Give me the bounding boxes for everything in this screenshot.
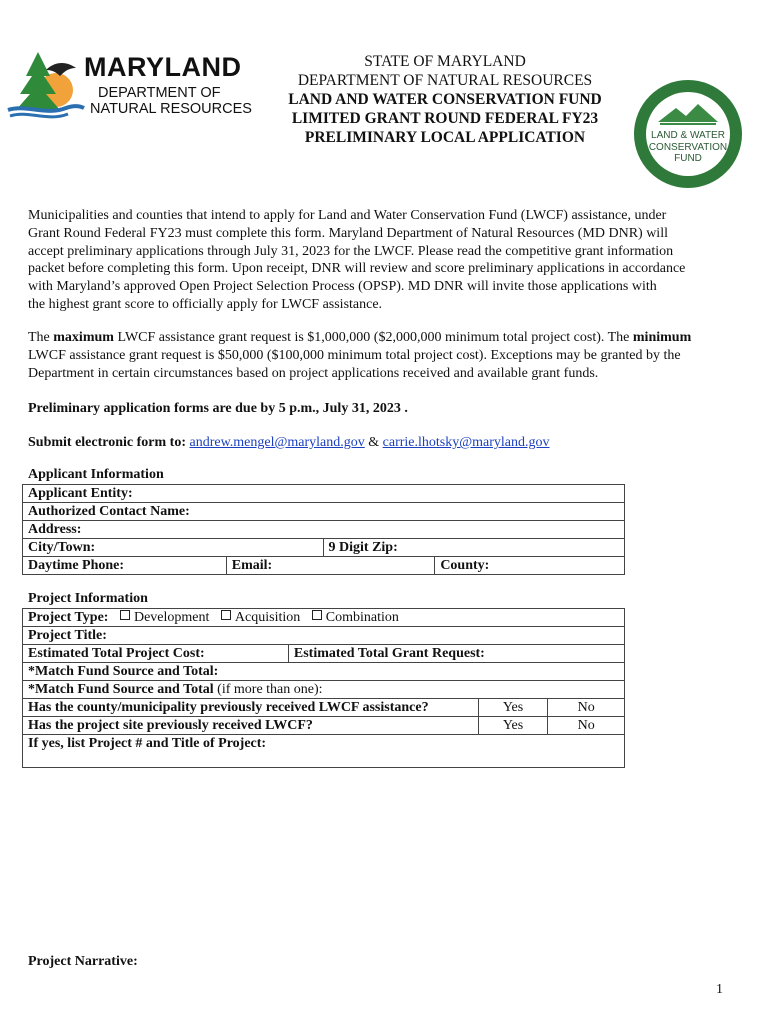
checkbox-acquisition[interactable] (221, 610, 231, 620)
field-match-fund[interactable]: *Match Fund Source and Total: (23, 663, 625, 681)
field-grant-request[interactable]: Estimated Total Grant Request: (288, 645, 624, 663)
intro-line: packet before completing this form. Upon receipt, DNR will review and score preliminary applications in accordance (28, 261, 686, 277)
answer-yes-q1[interactable]: Yes (478, 699, 548, 717)
limits-line: LWCF assistance grant request is $50,000 ($100,000 minimum total project cost). Exceptions may be granted by the (28, 347, 681, 363)
field-zip[interactable]: 9 Digit Zip: (323, 539, 624, 557)
maryland-dnr-logo (6, 46, 252, 120)
field-county[interactable]: County: (435, 557, 625, 575)
project-table (22, 608, 625, 768)
logo-line-department: DEPARTMENT OF (98, 85, 221, 101)
field-project-title[interactable]: Project Title: (23, 627, 625, 645)
field-project-type (23, 609, 625, 627)
field-prior-projects[interactable]: If yes, list Project # and Title of Project: (23, 735, 625, 768)
intro-line: Municipalities and counties that intend to apply for Land and Water Conservation Fund (LWCF) assistance, under (28, 208, 667, 223)
limits-text: LWCF assistance grant request is $1,000,000 ($2,000,000 minimum total project cost). The (113, 330, 633, 345)
question-site-received: Has the project site previously received LWCF? (23, 717, 479, 735)
title-line-application: PRELIMINARY LOCAL APPLICATION (304, 129, 586, 146)
field-city[interactable]: City/Town: (23, 539, 324, 557)
option-combination: Combination (325, 610, 399, 625)
project-type-label: Project Type: (28, 610, 109, 625)
title-line-round: LIMITED GRANT ROUND FEDERAL FY23 (291, 110, 599, 127)
intro-paragraph (28, 207, 728, 314)
field-phone[interactable]: Daytime Phone: (23, 557, 227, 575)
answer-yes-q2[interactable]: Yes (478, 717, 548, 735)
applicant-section-title: Applicant Information (28, 467, 164, 482)
title-line-state: STATE OF MARYLAND (364, 53, 526, 70)
limits-line: Department in certain circumstances based on project applications received and available grant funds. (28, 365, 599, 381)
limits-maximum: maximum (53, 330, 114, 345)
logo-emblem-icon (6, 46, 86, 120)
question-county-received: Has the county/municipality previously received LWCF assistance? (23, 699, 479, 717)
logo-line-natural-resources: NATURAL RESOURCES (90, 101, 252, 117)
project-narrative-label: Project Narrative: (28, 954, 138, 969)
match-multiple-note: (if more than one): (213, 682, 323, 697)
field-address[interactable]: Address: (23, 521, 625, 539)
document-title (270, 52, 620, 147)
deadline-text: Preliminary application forms are due by 5 p.m., July 31, 2023 . (28, 401, 408, 416)
email-link-mengel[interactable]: andrew.mengel@maryland.gov (189, 435, 365, 450)
checkbox-combination[interactable] (312, 610, 322, 620)
limits-text: The (28, 330, 54, 345)
limits-minimum: minimum (632, 330, 692, 345)
field-total-cost[interactable]: Estimated Total Project Cost: (23, 645, 289, 663)
submit-label: Submit electronic form to: (28, 435, 190, 450)
checkbox-development[interactable] (120, 610, 130, 620)
intro-line: accept preliminary applications through July 31, 2023 for the LWCF. Please read the competitive grant information (28, 243, 674, 259)
grant-limits-paragraph (28, 329, 728, 382)
email-link-lhotsky[interactable]: carrie.lhotsky@maryland.gov (382, 435, 550, 450)
answer-no-q1[interactable]: No (548, 699, 625, 717)
field-applicant-entity[interactable]: Applicant Entity: (23, 485, 625, 503)
project-section-title: Project Information (28, 591, 148, 606)
email-separator: & (364, 435, 383, 450)
intro-line: with Maryland’s approved Open Project Selection Process (OPSP). MD DNR will invite those applications with (28, 279, 657, 295)
page-number: 1 (716, 982, 723, 997)
field-email[interactable]: Email: (226, 557, 435, 575)
logo-wordmark: MARYLAND (84, 52, 242, 82)
match-multiple-label: *Match Fund Source and Total (28, 682, 214, 697)
seal-line-1: LAND & WATER (651, 130, 725, 141)
answer-no-q2[interactable]: No (548, 717, 625, 735)
applicant-table (22, 484, 625, 575)
option-development: Development (133, 610, 210, 625)
submit-line (28, 434, 728, 452)
title-line-fund: LAND AND WATER CONSERVATION FUND (288, 91, 602, 108)
intro-line: the highest grant score to officially apply for LWCF assistance. (28, 296, 383, 312)
seal-line-2: CONSERVATION (648, 142, 728, 153)
seal-line-3: FUND (674, 153, 702, 164)
field-contact-name[interactable]: Authorized Contact Name: (23, 503, 625, 521)
title-line-department: DEPARTMENT OF NATURAL RESOURCES (297, 72, 593, 89)
field-match-fund-multiple[interactable] (23, 681, 625, 699)
limits-line (28, 329, 728, 347)
intro-line: Grant Round Federal FY23 must complete this form. Maryland Department of Natural Resources (MD DNR) will (28, 225, 668, 241)
option-acquisition: Acquisition (234, 610, 301, 625)
lwcf-seal-icon (632, 78, 744, 190)
